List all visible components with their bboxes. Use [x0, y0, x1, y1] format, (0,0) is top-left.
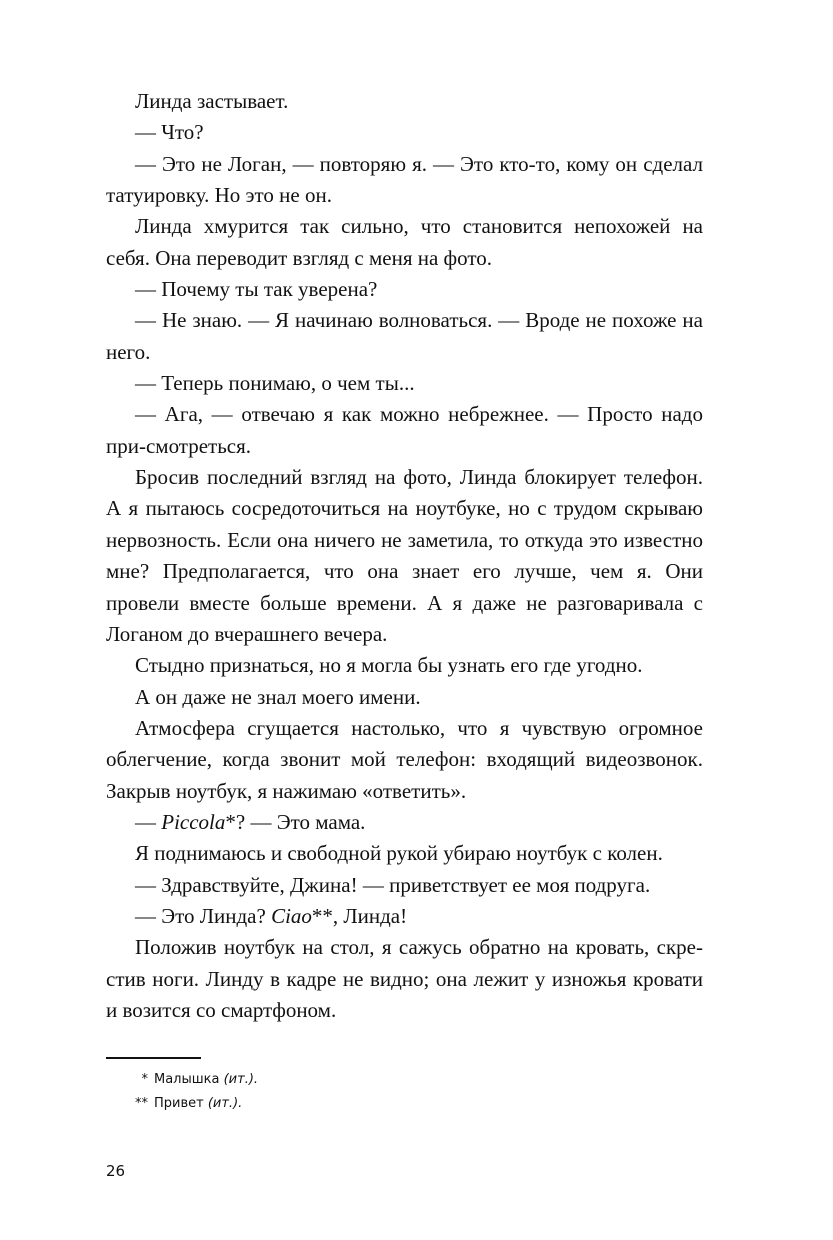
paragraph-16-tail: **, Линда!	[311, 903, 408, 928]
paragraph-3: — Это не Логан, — повторяю я. — Это кто-то, кому он сделал татуировку. Но это не он.	[106, 151, 703, 208]
footnotes	[106, 1068, 258, 1116]
paragraph-13-lead: —	[135, 809, 162, 834]
paragraph-7: — Теперь понимаю, о чем ты...	[135, 371, 415, 396]
footnote-2-note: (ит.).	[207, 1096, 243, 1111]
paragraph-13-italic: Piccola	[161, 809, 226, 834]
footnote-2	[106, 1092, 258, 1116]
footnote-1	[106, 1068, 258, 1092]
paragraph-2: — Что?	[135, 120, 204, 145]
paragraph-17: Положив ноутбук на стол, я сажусь обратно на кровать, скре-стив ноги. Линду в кадре не видно; она лежит у изножья кровати и возится со смартфоном.	[106, 935, 703, 1022]
paragraph-11: А он даже не знал моего имени.	[135, 684, 421, 709]
footnote-2-mark: **	[135, 1096, 148, 1111]
paragraph-9: Бросив последний взгляд на фото, Линда блокирует телефон. А я пытаюсь сосредоточиться на ноутбуке, но с трудом скрываю нервозность. Если она ничего не заметила, то откуда это известно мне? Предполагается, что она знает его лучше, чем я. Они провели вместе больше времени. А я даже не разговаривала с Логаном до вчерашнего вечера.	[106, 465, 703, 646]
page-number: 26	[106, 1162, 126, 1180]
paragraph-13-tail: *? — Это мама.	[225, 809, 366, 834]
paragraph-16-lead: — Это Линда?	[135, 903, 272, 928]
paragraph-15: — Здравствуйте, Джина! — приветствует ее моя подруга.	[135, 872, 651, 897]
paragraph-10: Стыдно признаться, но я могла бы узнать его где угодно.	[135, 653, 643, 678]
footnote-1-mark: *	[141, 1072, 148, 1087]
paragraph-13	[106, 807, 703, 838]
footnote-2-text: Привет	[154, 1096, 208, 1111]
footnote-1-note: (ит.).	[223, 1072, 259, 1087]
footnote-1-text: Малышка	[154, 1072, 224, 1087]
footnote-divider	[106, 1057, 201, 1059]
body-text	[106, 86, 703, 1026]
paragraph-14: Я поднимаюсь и свободной рукой убираю ноутбук с колен.	[135, 841, 663, 866]
paragraph-1: Линда застывает.	[135, 89, 289, 113]
paragraph-16-italic: Ciao	[271, 903, 312, 928]
paragraph-16	[106, 901, 703, 932]
paragraph-4: Линда хмурится так сильно, что становится непохожей на себя. Она переводит взгляд с меня на фото.	[106, 214, 703, 270]
paragraph-12: Атмосфера сгущается настолько, что я чувствую огромное облегчение, когда звонит мой телефон: входящий видеозвонок. Закрыв ноутбук, я нажимаю «ответить».	[106, 715, 703, 803]
paragraph-6: — Не знаю. — Я начинаю волноваться. — Вроде не похоже на него.	[106, 308, 703, 364]
paragraph-8: — Ага, — отвечаю я как можно небрежнее. — Просто надо при-смотреться.	[106, 402, 703, 458]
paragraph-5: — Почему ты так уверена?	[135, 277, 378, 302]
